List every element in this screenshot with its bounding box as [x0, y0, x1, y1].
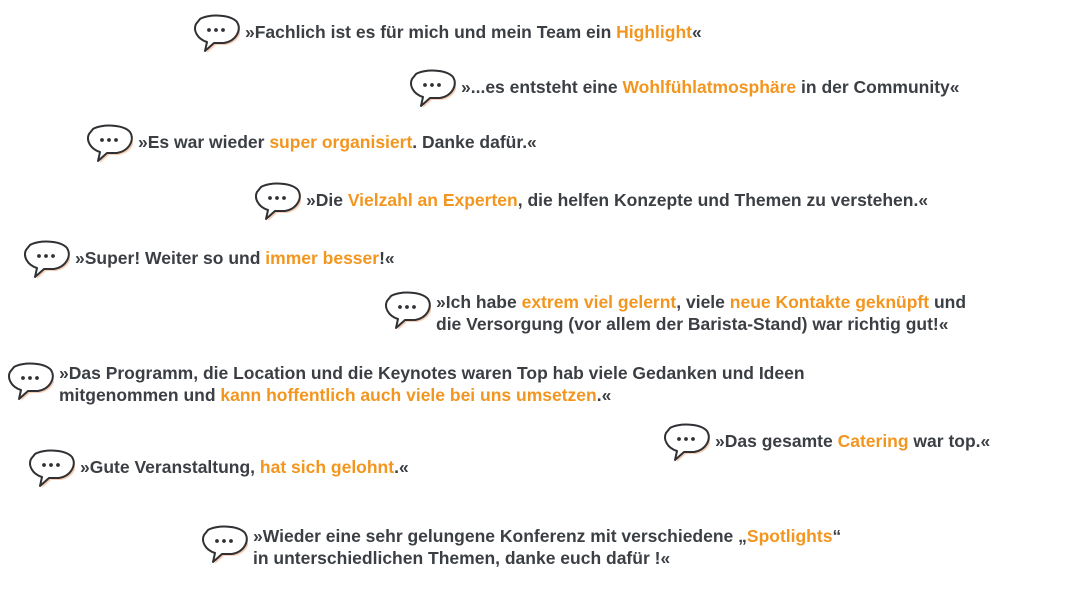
quote-text — [306, 189, 928, 211]
quote-line — [461, 76, 960, 98]
quote-text — [75, 247, 395, 269]
quote-text — [138, 131, 537, 153]
highlight-text: Highlight — [616, 22, 692, 42]
speech-bubble-icon — [383, 291, 431, 331]
quote-segment: »Fachlich ist es für mich und mein Team ein — [245, 22, 617, 42]
quote-item — [22, 247, 395, 280]
highlight-text: extrem viel gelernt — [521, 292, 677, 312]
quote-item — [85, 131, 537, 164]
quote-segment: »Das Programm, die Location und die Keynotes waren Top hab viele Gedanken und Ideen — [59, 363, 805, 383]
speech-bubble-icon — [6, 362, 54, 402]
quote-segment: . Danke dafür.« — [412, 132, 537, 152]
speech-bubble-icon — [85, 124, 133, 164]
quote-line — [75, 247, 395, 269]
speech-bubble-icon — [192, 14, 240, 54]
quote-text — [461, 76, 960, 98]
highlight-text: Vielzahl an Experten — [347, 190, 518, 210]
quote-line — [80, 456, 409, 478]
highlight-text: Wohlfühlatmosphäre — [622, 77, 797, 97]
quote-segment: »Gute Veranstaltung, — [80, 457, 260, 477]
quote-segment: die Versorgung (vor allem der Barista-Stand) war richtig gut!« — [436, 314, 949, 334]
speech-bubble-icon — [408, 69, 456, 109]
speech-bubble-icon — [22, 240, 70, 280]
quote-segment: war top.« — [908, 431, 991, 451]
quote-item — [27, 456, 409, 489]
quote-item — [383, 291, 966, 335]
quote-segment: und — [929, 292, 967, 312]
quote-segment: »Wieder eine sehr gelungene Konferenz mit verschiedene „ — [253, 526, 747, 546]
quote-segment: !« — [379, 248, 395, 268]
quote-item — [192, 21, 702, 54]
highlight-text: super organisiert — [269, 132, 413, 152]
quote-segment: »...es entsteht eine — [461, 77, 623, 97]
quote-line — [715, 430, 990, 452]
speech-bubble-icon — [200, 525, 248, 565]
quote-segment: .« — [596, 385, 612, 405]
quote-line — [436, 313, 966, 335]
quote-segment: »Ich habe — [436, 292, 522, 312]
quote-segment: .« — [394, 457, 409, 477]
quote-item — [662, 430, 990, 463]
quote-line — [245, 21, 702, 43]
speech-bubble-icon — [27, 449, 75, 489]
quote-segment: »Die — [306, 190, 348, 210]
quote-segment: , die helfen Konzepte und Themen zu verstehen.« — [517, 190, 929, 210]
speech-bubble-icon — [253, 182, 301, 222]
quote-item — [408, 76, 960, 109]
quote-text — [253, 525, 841, 569]
highlight-text: hat sich gelohnt — [259, 457, 395, 477]
highlight-text: immer besser — [265, 248, 380, 268]
highlight-text: kann hoffentlich auch viele bei uns umsetzen — [220, 385, 597, 405]
quote-text — [80, 456, 409, 478]
quote-segment: »Das gesamte — [715, 431, 838, 451]
quote-segment: »Es war wieder — [138, 132, 270, 152]
highlight-text: Catering — [837, 431, 909, 451]
quote-line — [436, 291, 966, 313]
quote-line — [138, 131, 537, 153]
quote-line — [253, 547, 841, 569]
quote-text — [59, 362, 805, 406]
quote-line — [253, 525, 841, 547]
quote-line — [306, 189, 928, 211]
quote-segment: »Super! Weiter so und — [75, 248, 266, 268]
quote-segment: , viele — [676, 292, 730, 312]
quote-text — [245, 21, 702, 43]
quote-item — [253, 189, 928, 222]
quote-segment: mitgenommen und — [59, 385, 221, 405]
quote-segment: in der Community« — [796, 77, 960, 97]
highlight-text: Spotlights — [746, 526, 833, 546]
quote-segment: “ — [832, 526, 842, 546]
speech-bubble-icon — [662, 423, 710, 463]
highlight-text: neue Kontakte geknüpft — [729, 292, 930, 312]
quote-item — [6, 362, 805, 406]
quote-item — [200, 525, 841, 569]
quote-text — [715, 430, 990, 452]
quote-line — [59, 384, 805, 406]
quote-segment: « — [691, 22, 702, 42]
quote-segment: in unterschiedlichen Themen, danke euch dafür !« — [253, 548, 671, 568]
quote-line — [59, 362, 805, 384]
quote-text — [436, 291, 966, 335]
